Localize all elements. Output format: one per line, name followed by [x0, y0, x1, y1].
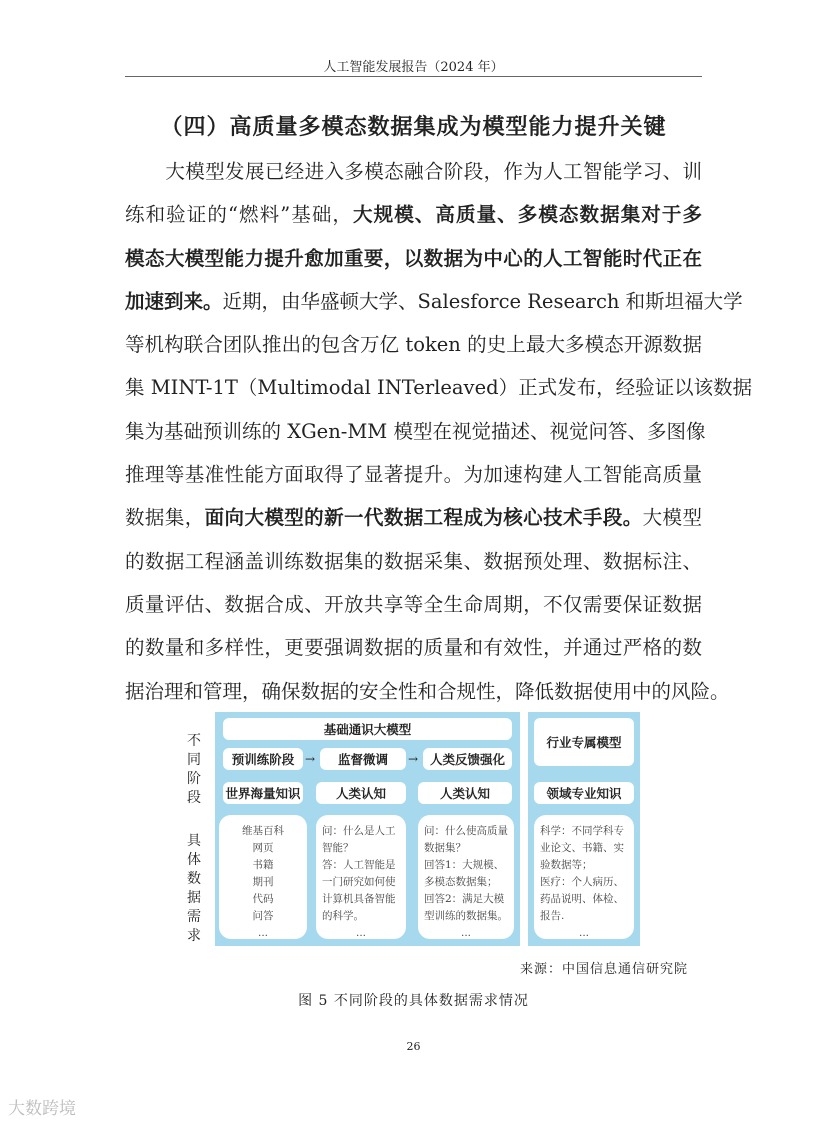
running-header: 人工智能发展报告（2024 年）	[323, 60, 504, 75]
figure-caption: 图 5 不同阶段的具体数据需求情况	[298, 993, 529, 1009]
bold-text-segment: 模态大模型能力提升愈加重要，以数据为中心的人工智能时代正在	[125, 246, 702, 270]
detail-line: ...	[578, 927, 589, 939]
text-line	[125, 150, 702, 193]
text-segment: 练和验证的“燃料”基础，	[125, 203, 354, 227]
text-line	[125, 193, 702, 236]
text-line	[125, 670, 730, 713]
detail-line: 期刊	[252, 876, 274, 888]
bold-text-segment: 大规模、高质量、多模态数据集对于多	[353, 203, 702, 227]
figure-source: 来源：中国信息通信研究院	[520, 962, 689, 977]
text-segment: 据治理和管理，确保数据的安全性和合规性，降低数据使用中的风险。	[125, 679, 730, 703]
general-model-box: 基础通识大模型	[223, 718, 512, 740]
text-line	[125, 280, 743, 323]
side-label-stages: 不同阶段	[187, 733, 201, 806]
industry-detail	[534, 815, 634, 939]
detail-line: ...	[257, 927, 268, 939]
detail-line: 答：人工智能是一门研究如何使计算机具备智能的科学。	[322, 859, 396, 922]
detail-line: 回答2：满足大模型训练的数据集。	[424, 893, 508, 922]
knowledge-world: 世界海量知识	[223, 782, 303, 804]
detail-line: ...	[460, 927, 471, 939]
text-segment: 的数据工程涵盖训练数据集的数据采集、数据预处理、数据标注、	[125, 549, 702, 573]
text-line	[125, 237, 702, 280]
text-segment: 质量评估、数据合成、开放共享等全生命周期，不仅需要保证数据	[125, 592, 702, 616]
body-paragraph	[125, 150, 753, 713]
text-line	[125, 410, 706, 453]
text-segment: 数据集，	[125, 506, 205, 530]
text-segment: 近期，由华盛顿大学、Salesforce Research 和斯坦福大学	[222, 289, 743, 313]
arrow-icon: →	[408, 752, 419, 766]
text-segment: 集 MINT-1T（Multimodal INTerleaved）正式发布，经验证以该数据	[125, 376, 753, 400]
text-line	[125, 626, 702, 669]
text-segment: 的数量和多样性，更要强调数据的质量和有效性，并通过严格的数	[125, 636, 702, 660]
detail-line: 问：什么是人工智能？	[322, 825, 396, 854]
text-segment: 推理等基准性能方面取得了显著提升。为加速构建人工智能高质量	[125, 463, 702, 487]
knowledge-cognition-2: 人类认知	[418, 782, 512, 804]
stage-rlhf: 人类反馈强化	[423, 748, 512, 770]
arrow-icon: →	[305, 752, 316, 766]
detail-line: 回答1：大规模、多模态数据集；	[424, 859, 505, 888]
detail-line: 维基百科	[242, 825, 284, 837]
detail-line: 网页	[252, 842, 274, 854]
detail-line: 代码	[252, 893, 274, 905]
detail-sft	[316, 815, 406, 939]
stage-pretrain: 预训练阶段	[223, 748, 303, 770]
detail-rlhf	[418, 815, 514, 939]
detail-line: ...	[355, 927, 366, 939]
industry-model-box: 行业专属模型	[534, 718, 634, 766]
industry-knowledge-box: 领域专业知识	[534, 782, 634, 804]
stage-sft: 监督微调	[320, 748, 406, 770]
bold-text-segment: 面向大模型的新一代数据工程成为核心技术手段。	[204, 506, 643, 530]
text-line	[125, 540, 702, 583]
detail-line: 科学：不同学科专业论文、书籍、实验数据等；	[540, 825, 624, 871]
side-label-needs: 具体数据需求	[187, 833, 201, 944]
detail-line: 问答	[252, 910, 274, 922]
text-segment: 等机构联合团队推出的包含万亿 token 的史上最大多模态开源数据	[125, 333, 702, 357]
diagram-industry-panel	[528, 712, 640, 946]
text-line	[125, 366, 753, 409]
text-line	[125, 583, 702, 626]
header-rule	[125, 76, 702, 77]
watermark: 大数跨境	[8, 1099, 76, 1119]
knowledge-cognition-1: 人类认知	[316, 782, 406, 804]
page-number: 26	[406, 1040, 421, 1053]
text-segment: 大模型	[642, 506, 702, 530]
text-segment: 大模型发展已经进入多模态融合阶段，作为人工智能学习、训	[165, 160, 702, 183]
bold-text-segment: 加速到来。	[125, 289, 223, 313]
text-segment: 集为基础预训练的 XGen-MM 模型在视觉描述、视觉问答、多图像	[125, 419, 706, 443]
diagram-general-panel	[215, 712, 520, 946]
text-line	[125, 496, 702, 539]
text-line	[125, 453, 702, 496]
detail-pretrain	[219, 815, 307, 939]
detail-line: 医疗：个人病历、药品说明、体检、报告.	[540, 876, 624, 922]
detail-line: 书籍	[252, 859, 274, 871]
detail-line: 问：什么使高质量数据集？	[424, 825, 508, 854]
section-heading: （四）高质量多模态数据集成为模型能力提升关键	[160, 115, 667, 140]
text-line	[125, 323, 702, 366]
